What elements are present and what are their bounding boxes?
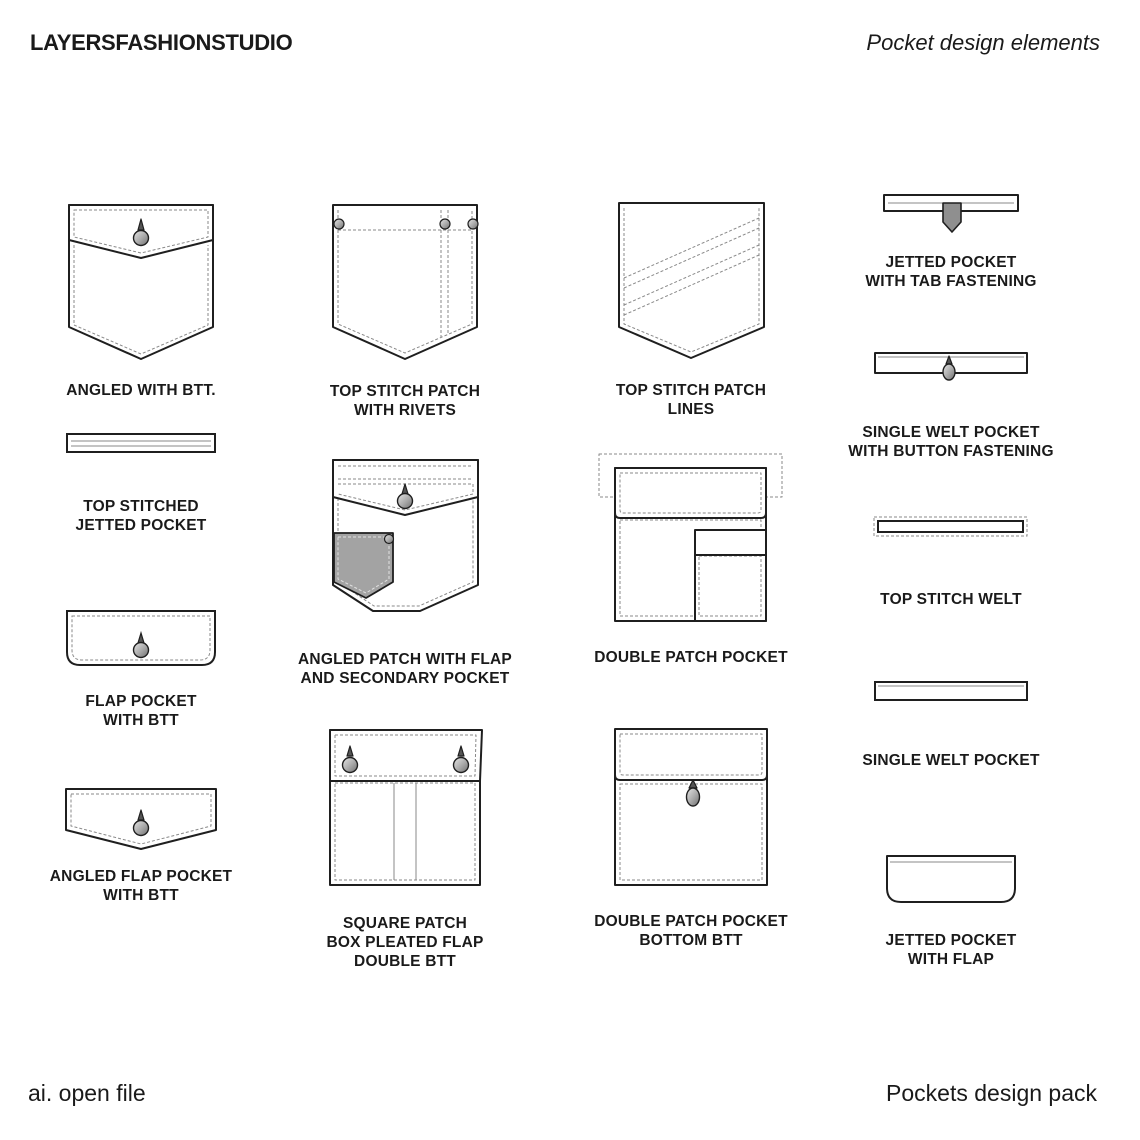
patch-pocket-with-secondary-pocket-icon bbox=[333, 460, 478, 611]
pocket-label bbox=[76, 497, 207, 535]
pocket-label bbox=[594, 648, 788, 667]
pocket-label-line: JETTED POCKET bbox=[75, 517, 207, 534]
pocket-label-line: JETTED POCKET bbox=[885, 254, 1017, 271]
jetted-flap-pocket-icon bbox=[887, 856, 1015, 902]
pocket-label-line: SINGLE WELT POCKET bbox=[862, 424, 1040, 441]
pocket-label-line: ANGLED FLAP POCKET bbox=[49, 868, 233, 885]
pocket-label-line: TOP STITCHED bbox=[83, 498, 199, 515]
pocket-label-line: TOP STITCH WELT bbox=[880, 591, 1022, 608]
brand-title: LAYERSFASHIONSTUDIO bbox=[30, 30, 293, 55]
angled-pocket-with-button-icon bbox=[69, 205, 213, 359]
double-patch-pocket-icon bbox=[599, 454, 782, 621]
pocket-label-line: AND SECONDARY POCKET bbox=[300, 670, 510, 687]
pocket-label bbox=[50, 867, 232, 905]
pocket-label bbox=[298, 650, 512, 688]
pocket-label-line: FLAP POCKET bbox=[85, 693, 197, 710]
pocket-label-line: LINES bbox=[667, 401, 715, 418]
pocket-label-line: ANGLED PATCH WITH FLAP bbox=[298, 651, 512, 668]
pocket-label bbox=[326, 914, 483, 971]
pocket-label bbox=[594, 912, 788, 950]
angled-flap-pocket-icon bbox=[66, 789, 216, 849]
single-welt-pocket-icon bbox=[875, 682, 1027, 700]
pack-name: Pockets design pack bbox=[886, 1080, 1097, 1106]
pocket-label-line: WITH BTT bbox=[103, 712, 179, 729]
pocket-label bbox=[85, 692, 196, 730]
pocket-label-line: DOUBLE BTT bbox=[354, 953, 456, 970]
pocket-label-line: ANGLED WITH BTT. bbox=[66, 382, 216, 399]
pocket-label-line: TOP STITCH PATCH bbox=[615, 382, 767, 399]
pocket-label bbox=[66, 381, 216, 400]
pocket-label bbox=[862, 751, 1039, 770]
pocket-label-line: WITH FLAP bbox=[907, 951, 995, 968]
page-subtitle: Pocket design elements bbox=[866, 30, 1100, 55]
pocket-label-line: BOTTOM BTT bbox=[639, 932, 743, 949]
pocket-label bbox=[886, 931, 1017, 969]
button-welt-pocket-icon bbox=[875, 353, 1027, 380]
riveted-patch-pocket-icon bbox=[333, 205, 478, 359]
pocket-label-line: WITH TAB FASTENING bbox=[865, 273, 1037, 290]
pocket-label bbox=[616, 381, 766, 419]
pocket-label-line: SQUARE PATCH bbox=[342, 915, 468, 932]
pocket-label-line: WITH BUTTON FASTENING bbox=[848, 443, 1054, 460]
flap-pocket-icon bbox=[67, 611, 215, 665]
pocket-label-line: SINGLE WELT POCKET bbox=[862, 752, 1040, 769]
stitch-lines-patch-pocket-icon bbox=[619, 203, 764, 358]
pocket-label bbox=[865, 253, 1036, 291]
file-format-note: ai. open file bbox=[28, 1080, 146, 1106]
jetted-pocket-icon bbox=[67, 434, 215, 452]
pocket-label bbox=[880, 590, 1022, 609]
pocket-label-line: BOX PLEATED FLAP bbox=[326, 934, 484, 951]
pocket-label-line: DOUBLE PATCH POCKET bbox=[594, 913, 788, 930]
pocket-label-line: DOUBLE PATCH POCKET bbox=[594, 649, 788, 666]
tab-jetted-pocket-icon bbox=[884, 195, 1018, 232]
double-patch-pocket-bottom-button-icon bbox=[615, 729, 767, 885]
pocket-label-line: JETTED POCKET bbox=[885, 932, 1017, 949]
pocket-label-line: WITH BTT bbox=[103, 887, 179, 904]
pocket-label bbox=[848, 423, 1053, 461]
pocket-label bbox=[330, 382, 480, 420]
pocket-label-line: TOP STITCH PATCH bbox=[329, 383, 481, 400]
top-stitch-welt-icon bbox=[874, 517, 1027, 536]
pocket-label-line: WITH RIVETS bbox=[353, 402, 457, 419]
box-pleated-pocket-icon bbox=[330, 730, 482, 885]
